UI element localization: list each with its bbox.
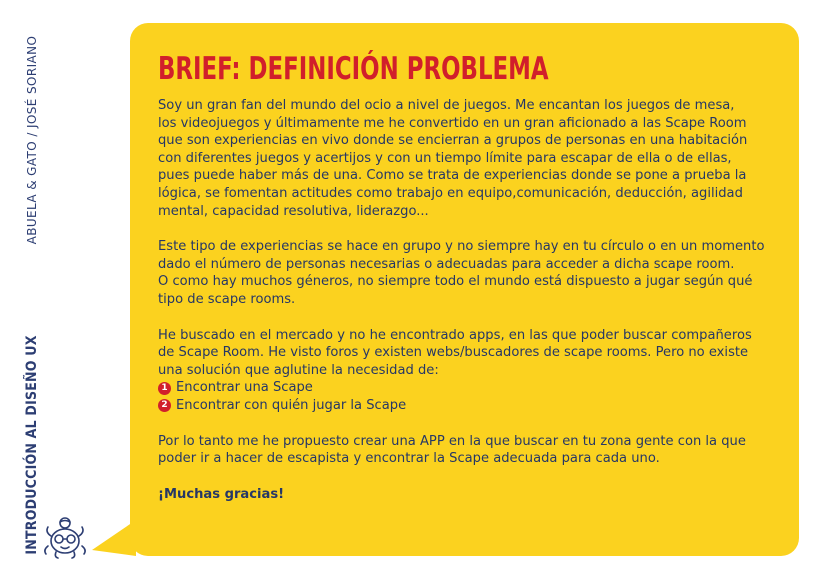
grandma-face-icon: [40, 514, 90, 560]
need-item: [158, 397, 798, 415]
paragraph-intro-line: que son experiencias en vivo donde se encierran a grupos de personas en una habitación: [158, 133, 748, 149]
thanks-text: ¡Muchas gracias!: [158, 486, 285, 502]
paragraph-market-line: de Scape Room. He visto foros y existen webs/buscadores de scape rooms. Pero no existe: [158, 345, 749, 361]
brief-title: BRIEF: DEFINICIÓN PROBLEMA: [158, 51, 549, 87]
need-text: Encontrar con quién jugar la Scape: [176, 397, 407, 413]
paragraph-intro-line: los videojuegos y últimamente me he convertido en un gran aficionado a las Scape Room: [158, 115, 747, 131]
author-label: [26, 20, 38, 260]
author-text: ABUELA & GATO / JOSÉ SORIANO: [25, 35, 39, 245]
paragraph-group-line: Este tipo de experiencias se hace en grupo y no siempre hay en tu círculo o en un momento: [158, 239, 765, 255]
paragraph-intro-line: pues puede haber más de una. Como se trata de experiencias donde se pone a prueba la: [158, 168, 747, 184]
brief-body: [158, 97, 798, 503]
paragraph-goal-line: Por lo tanto me he propuesto crear una APP en la que buscar en tu zona gente con la que: [158, 433, 746, 449]
number-badge-1: 1: [158, 382, 171, 395]
course-label: [24, 325, 40, 565]
paragraph-intro-line: con diferentes juegos y acertijos y con un tiempo límite para escapar de ella o de ellas,: [158, 150, 732, 166]
paragraph-intro-line: mental, capacidad resolutiva, liderazgo...: [158, 203, 429, 219]
course-text: INTRODUCCIÓN AL DISEÑO UX: [24, 335, 40, 555]
need-item: [158, 379, 798, 397]
paragraph-goal-line: poder ir a hacer de escapista y encontrar la Scape adecuada para cada uno.: [158, 451, 660, 467]
paragraph-intro-line: lógica, se fomentan actitudes como trabajo en equipo,comunicación, deducción, agilidad: [158, 185, 743, 201]
paragraph-intro-line: Soy un gran fan del mundo del ocio a nivel de juegos. Me encantan los juegos de mesa,: [158, 98, 735, 113]
need-text: Encontrar una Scape: [176, 380, 313, 396]
paragraph-group-line: dado el número de personas necesarias o adecuadas para acceder a dicha scape room.: [158, 256, 735, 272]
brief-card: [130, 23, 799, 556]
paragraph-market-line: He buscado en el mercado y no he encontrado apps, en las que poder buscar compañeros: [158, 327, 752, 343]
paragraph-group-line: tipo de scape rooms.: [158, 291, 296, 307]
paragraph-market-line: una solución que aglutine la necesidad de:: [158, 362, 439, 378]
paragraph-group-line: O como hay muchos géneros, no siempre todo el mundo está dispuesto a jugar según qué: [158, 274, 753, 290]
number-badge-2: 2: [158, 399, 171, 412]
